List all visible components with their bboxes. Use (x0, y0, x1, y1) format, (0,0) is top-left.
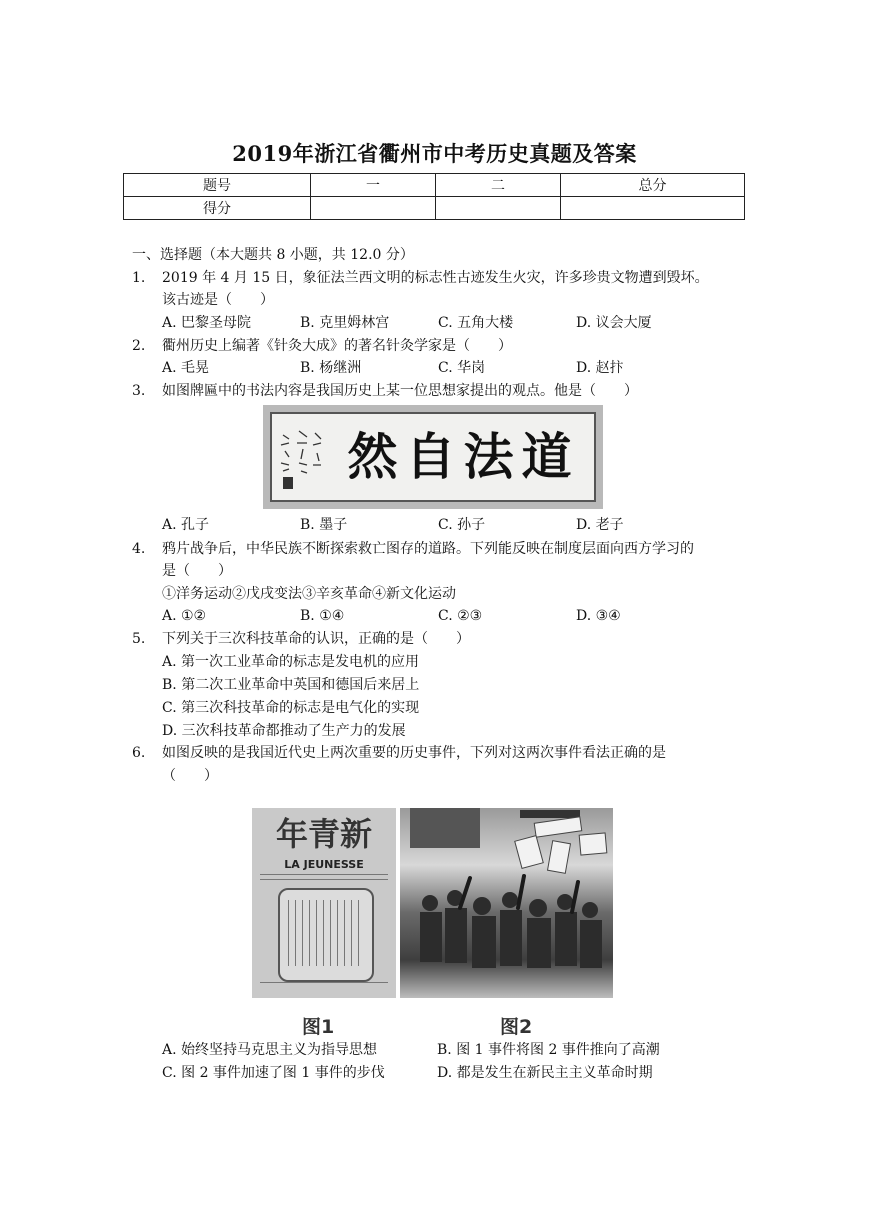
option-c: C. 五角大楼 (438, 315, 514, 331)
question-text: ①洋务运动②戊戌变法③辛亥革命④新文化运动 (162, 586, 456, 602)
option-c: C. 孙子 (438, 517, 486, 533)
question-text: 鸦片战争后，中华民族不断探索救亡图存的道路。下列能反映在制度层面向西方学习的 (162, 541, 694, 557)
table-row (124, 174, 745, 197)
question-number: 4. (132, 541, 146, 557)
option-b: B. ①④ (300, 608, 345, 624)
figure-2-caption: 图2 (500, 1016, 533, 1038)
question-text: 如图牌匾中的书法内容是我国历史上某一位思想家提出的观点。他是（ ） (162, 383, 638, 399)
table-cell: 题号 (124, 174, 311, 197)
table-row (124, 197, 745, 220)
score-table (123, 173, 745, 220)
option-b: B. 第二次工业革命中英国和德国后来居上 (162, 677, 420, 693)
section-heading: 一、选择题（本大题共 8 小题，共 12.0 分） (132, 247, 414, 263)
option-c: C. ②③ (438, 608, 483, 624)
option-b: B. 墨子 (300, 517, 348, 533)
option-c: C. 图 2 事件加速了图 1 事件的步伐 (162, 1065, 385, 1081)
option-d: D. ③④ (576, 608, 621, 624)
option-a: A. ①② (162, 608, 207, 624)
magazine-subtitle: LA JEUNESSE (284, 858, 364, 871)
option-a: A. 孔子 (162, 517, 210, 533)
option-b: B. 图 1 事件将图 2 事件推向了高潮 (437, 1042, 660, 1058)
question-text: 该古迹是（ ） (162, 292, 274, 308)
question-text: 下列关于三次科技革命的认识，正确的是（ ） (162, 631, 470, 647)
option-a: A. 毛晃 (162, 360, 210, 376)
table-cell: 总分 (561, 174, 745, 197)
option-d: D. 老子 (576, 517, 624, 533)
protest-scene-illustration (400, 808, 613, 998)
page-title: 2019年浙江省衢州市中考历史真题及答案 (232, 141, 637, 166)
table-cell: 二 (436, 174, 561, 197)
option-b: B. 杨继洲 (300, 360, 362, 376)
table-cell: 一 (311, 174, 436, 197)
question-number: 5. (132, 631, 146, 647)
question-number: 2. (132, 338, 146, 354)
option-a: A. 第一次工业革命的标志是发电机的应用 (162, 654, 420, 670)
option-a: A. 始终坚持马克思主义为指导思想 (162, 1042, 378, 1058)
question-text: 如图反映的是我国近代史上两次重要的历史事件，下列对这两次事件看法正确的是 (162, 745, 666, 761)
question-text: 是（ ） (162, 563, 232, 579)
option-d: D. 三次科技革命都推动了生产力的发展 (162, 723, 406, 739)
plaque-calligraphy: 道法自然 (347, 427, 580, 486)
table-cell (311, 197, 436, 220)
question-text: 衢州历史上编著《针灸大成》的著名针灸学家是（ ） (162, 338, 512, 354)
option-b: B. 克里姆林宫 (300, 315, 390, 331)
figure-2-image (400, 808, 613, 998)
option-d: D. 赵抃 (576, 360, 624, 376)
question-text: （ ） (162, 768, 218, 784)
question-number: 3. (132, 383, 146, 399)
question-text: 2019 年 4 月 15 日，象征法兰西文明的标志性古迹发生火灾，许多珍贵文物遭到毁坏。 (162, 270, 709, 286)
figure-1-image (252, 808, 396, 998)
question-number: 1. (132, 270, 146, 286)
table-cell (436, 197, 561, 220)
question-number: 6. (132, 745, 146, 761)
option-a: A. 巴黎圣母院 (162, 315, 252, 331)
table-cell (561, 197, 745, 220)
figure-1-caption: 图1 (302, 1016, 335, 1038)
option-c: C. 华岗 (438, 360, 486, 376)
option-d: D. 议会大厦 (576, 315, 652, 331)
plaque-image (263, 405, 603, 509)
option-c: C. 第三次科技革命的标志是电气化的实现 (162, 700, 420, 716)
option-d: D. 都是发生在新民主主义革命时期 (437, 1065, 653, 1081)
magazine-title: 新青年 (275, 815, 372, 853)
table-cell: 得分 (124, 197, 311, 220)
